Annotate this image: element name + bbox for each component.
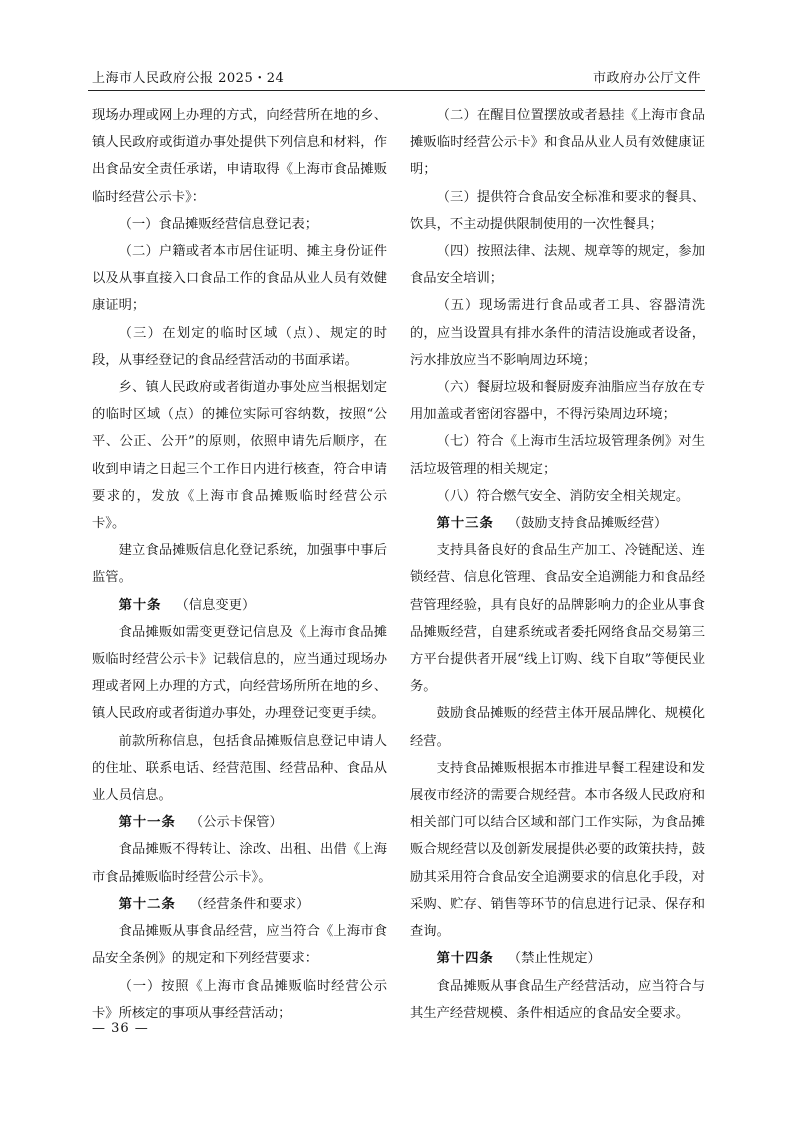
article-heading [92, 809, 387, 836]
continued-paragraph: 现场办理或网上办理的方式，向经营所在地的乡、镇人民政府或街道办事处提供下列信息和材料，作出食品安全责任承诺，申请取得《上海市食品摊贩临时经营公示卡》： [92, 108, 387, 205]
paragraph: 鼓励食品摊贩的经营主体开展品牌化、规模化经营。 [410, 706, 705, 749]
article-subtitle: （信息变更） [175, 597, 256, 613]
paragraph: （六）餐厨垃圾和餐厨废弃油脂应当存放在专用加盖或者密闭容器中，不得污染周边环境； [410, 380, 705, 423]
publication-title: 上海市人民政府公报 2025・24 [92, 71, 285, 86]
paragraph: 前款所称信息，包括食品摊贩信息登记申请人的住址、联系电话、经营范围、经营品种、食品从业人员信息。 [92, 733, 387, 804]
paragraph: （一）按照《上海市食品摊贩临时经营公示卡》所核定的事项从事经营活动； [92, 978, 387, 1021]
article-number: 第十条 [118, 597, 162, 613]
paragraph: （四）按照法律、法规、规章等的规定，参加食品安全培训； [410, 244, 705, 287]
paragraph: 乡、镇人民政府或者街道办事处应当根据划定的临时区域（点）的摊位实际可容纳数，按照“公平、公正、公开”的原则，依照申请先后顺序，在收到申请之日起三个工作日内进行核查，符合申请要求的，发放《上海市食品摊贩临时经营公示卡》。 [92, 380, 387, 532]
paragraph: （三）提供符合食品安全标准和要求的餐具、饮具，不主动提供限制使用的一次性餐具； [410, 189, 705, 232]
paragraph: 支持具备良好的食品生产加工、冷链配送、连锁经营、信息化管理、食品安全追溯能力和食品经营管理经验，具有良好的品牌影响力的企业从事食品摊贩经营，自建系统或者委托网络食品交易第三方平台提供者开展“线上订购、线下自取”等便民业务。 [410, 543, 705, 695]
right-text-column [410, 102, 705, 1027]
article-heading [92, 592, 387, 619]
article-number: 第十三条 [436, 516, 494, 532]
article-subtitle: （鼓励支持食品摊贩经营） [507, 516, 668, 532]
paragraph: 支持食品摊贩根据本市推进早餐工程建设和发展夜市经济的需要合规经营。本市各级人民政府和相关部门可以结合区域和部门工作实际，为食品摊贩合规经营以及创新发展提供必要的政策扶持，鼓励其采用符合食品安全追溯要求的信息化手段，对采购、贮存、销售等环节的信息进行记录、保存和查询。 [410, 760, 705, 940]
paragraph: （五）现场需进行食品或者工具、容器清洗的，应当设置具有排水条件的清洁设施或者设备，污水排放应当不影响周边环境； [410, 298, 705, 368]
paragraph: 食品摊贩从事食品经营，应当符合《上海市食品安全条例》的规定和下列经营要求： [92, 924, 387, 967]
paragraph: （一）食品摊贩经营信息登记表； [118, 216, 319, 232]
article-number: 第十二条 [118, 896, 176, 912]
paragraph: （三）在划定的临时区域（点）、规定的时段，从事经登记的食品经营活动的书面承诺。 [92, 325, 387, 368]
paragraph: （二）户籍或者本市居住证明、摊主身份证件以及从事直接入口食品工作的食品从业人员有效健康证明； [92, 244, 387, 314]
paragraph: 食品摊贩如需变更登记信息及《上海市食品摊贩临时经营公示卡》记载信息的，应当通过现场办理或者网上办理的方式，向经营场所所在地的乡、镇人民政府或者街道办事处，办理登记变更手续。 [92, 624, 387, 722]
left-text-column [92, 102, 387, 1027]
paragraph: （八）符合燃气安全、消防安全相关规定。 [436, 488, 690, 504]
article-subtitle: （经营条件和要求） [189, 896, 310, 912]
paragraph: 食品摊贩从事食品生产经营活动，应当符合与其生产经营规模、条件相适应的食品安全要求。 [410, 978, 705, 1021]
page-number: — 36 — [92, 1021, 149, 1036]
article-subtitle: （公示卡保管） [189, 815, 283, 831]
paragraph: （七）符合《上海市生活垃圾管理条例》对生活垃圾管理的相关规定； [410, 434, 705, 477]
article-heading [410, 510, 705, 537]
article-heading [410, 945, 705, 972]
article-subtitle: （禁止性规定） [507, 951, 601, 967]
paragraph: 食品摊贩不得转让、涂改、出租、出借《上海市食品摊贩临时经营公示卡》。 [92, 842, 387, 885]
header-divider [88, 90, 705, 91]
article-number: 第十四条 [436, 951, 494, 967]
article-number: 第十一条 [118, 815, 176, 831]
section-title: 市政府办公厅文件 [592, 71, 701, 86]
paragraph: （二）在醒目位置摆放或者悬挂《上海市食品摊贩临时经营公示卡》和食品从业人员有效健康证明； [410, 108, 705, 178]
paragraph: 建立食品摊贩信息化登记系统，加强事中事后监管。 [92, 543, 387, 586]
article-heading [92, 891, 387, 918]
